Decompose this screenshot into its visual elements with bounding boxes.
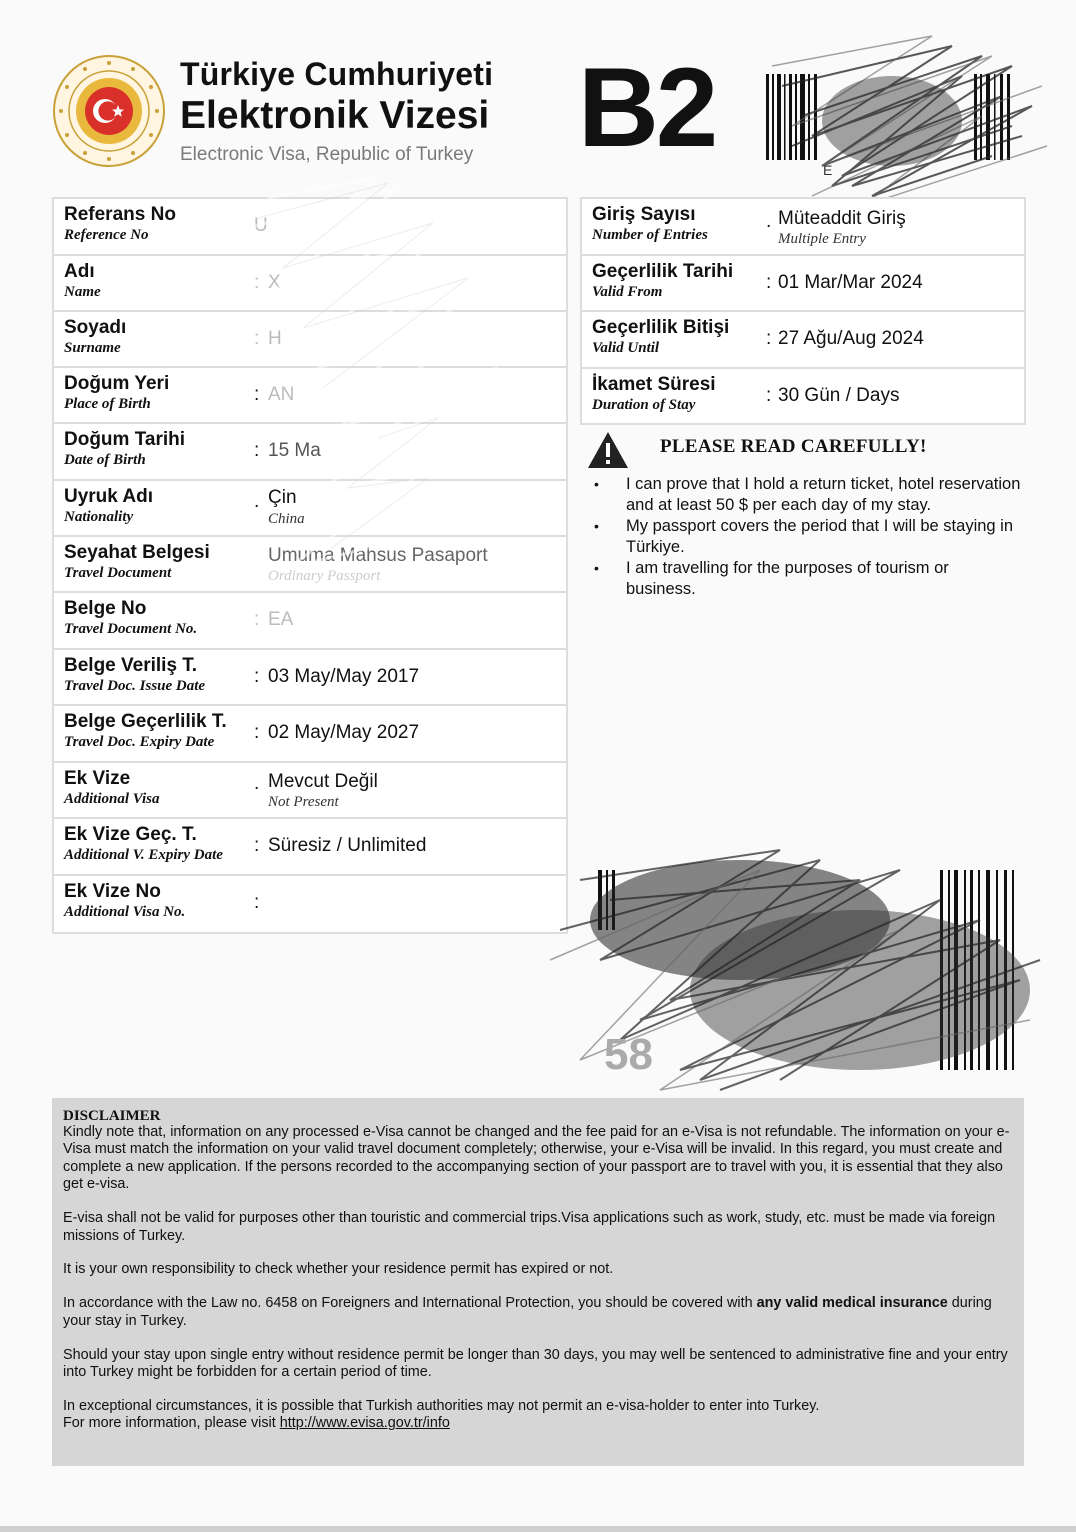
label-tr: İkamet Süresi	[592, 374, 716, 395]
row-expiry-date: Belge Geçerlilik T. Travel Doc. Expiry Date : 02 May/May 2027	[54, 706, 566, 763]
label-en: Valid Until	[592, 340, 660, 356]
notice-title: PLEASE READ CAREFULLY!	[660, 436, 927, 457]
value: 15 Ma	[268, 440, 321, 461]
label-tr: Uyruk Adı	[64, 486, 154, 507]
row-additional-visa-no: Ek Vize No Additional Visa No. :	[64, 881, 260, 920]
evisa-info-link[interactable]: http://www.evisa.gov.tr/info	[279, 1415, 450, 1432]
value-en: Ordinary Passport	[268, 568, 381, 584]
label-en: Name	[64, 284, 101, 300]
value: 30 Gün / Days	[778, 385, 900, 406]
label-en: Number of Entries	[592, 227, 708, 243]
notice-list	[594, 474, 1022, 600]
subtitle: Electronic Visa, Republic of Turkey	[180, 144, 474, 165]
insurance-emphasis: any valid medical insurance	[756, 1295, 948, 1312]
label-tr: Giriş Sayısı	[592, 204, 696, 225]
value-en: China	[268, 511, 305, 527]
label-en: Date of Birth	[64, 452, 146, 468]
row-issue-date: Belge Veriliş T. Travel Doc. Issue Date : 03 May/May 2017	[54, 650, 566, 706]
value: Mevcut Değil	[268, 771, 378, 792]
label-tr: Ek Vize Geç. T.	[64, 824, 197, 845]
visa-type-code: B2	[578, 45, 716, 170]
visa-validity-table	[580, 197, 1026, 425]
label-en: Surname	[64, 340, 121, 356]
row-surname: Soyadı Surname : H	[54, 312, 566, 368]
row-travel-document-no: Belge No Travel Document No. : EA	[54, 593, 566, 650]
barcode-bottom-text: 58	[604, 1030, 653, 1079]
label-tr: Geçerlilik Bitişi	[592, 317, 730, 338]
label-en: Travel Doc. Expiry Date	[64, 734, 215, 750]
label-tr: Referans No	[64, 204, 176, 225]
row-name: Adı Name : X	[54, 256, 566, 312]
label-tr: Soyadı	[64, 317, 127, 338]
value: Umuma Mahsus Pasaport	[268, 545, 488, 566]
value: 27 Ağu/Aug 2024	[778, 328, 924, 349]
disclaimer-paragraph-insurance: In accordance with the Law no. 6458 on Foreigners and International Protection, you should be covered with any valid medical insurance during your stay in Turkey.	[63, 1295, 992, 1329]
redaction-smudge-left	[228, 168, 518, 628]
page-bottom-edge	[0, 1526, 1076, 1532]
disclaimer-paragraph: It is your own responsibility to check whether your residence permit has expired or not.	[63, 1261, 614, 1278]
notice-item: • I am travelling for the purposes of tourism or business.	[594, 558, 1022, 600]
value: 01 Mar/Mar 2024	[778, 272, 923, 293]
label-tr: Geçerlilik Tarihi	[592, 261, 734, 282]
value: Süresiz / Unlimited	[268, 835, 427, 856]
notice-item: • My passport covers the period that I will be staying in Türkiye.	[594, 516, 1022, 558]
label-en: Additional V. Expiry Date	[64, 847, 223, 863]
label-en: Place of Birth	[64, 396, 151, 412]
label-en: Additional Visa	[64, 791, 160, 807]
disclaimer-paragraph: In exceptional circumstances, it is possible that Turkish authorities may not permit an e-visa-holder to enter into Turkey.	[63, 1397, 820, 1414]
value: EA	[268, 609, 294, 630]
row-duration-of-stay: İkamet Süresi Duration of Stay : 30 Gün / Days	[592, 374, 900, 413]
title-line-1: Türkiye Cumhuriyeti	[180, 56, 494, 92]
value: Müteaddit Giriş	[778, 208, 906, 229]
label-en: Valid From	[592, 284, 663, 300]
label-en: Nationality	[64, 509, 134, 525]
label-en: Reference No	[64, 227, 149, 243]
row-additional-visa-expiry: Ek Vize Geç. T. Additional V. Expiry Date : Süresiz / Unlimited	[54, 819, 566, 876]
label-tr: Doğum Yeri	[64, 373, 170, 394]
value-en: Multiple Entry	[778, 231, 866, 247]
redaction-scribble-bottom	[520, 840, 1056, 1100]
value: H	[268, 328, 282, 349]
title-line-2: Elektronik Vizesi	[180, 94, 490, 137]
notice-item: • I can prove that I hold a return ticket, hotel reservation and at least 50 $ per each day of my stay.	[594, 474, 1022, 516]
label-tr: Belge Veriliş T.	[64, 655, 198, 676]
label-en: Additional Visa No.	[64, 904, 186, 920]
value: Çin	[268, 487, 297, 508]
row-additional-visa: Ek Vize Additional Visa . Mevcut Değil Not Present	[54, 763, 566, 819]
disclaimer-more-info: For more information, please visit http://www.evisa.gov.tr/info	[63, 1415, 450, 1432]
disclaimer-paragraph: Kindly note that, information on any processed e-Visa cannot be changed and the fee paid for an e-Visa is not refundable. The information on your e-Visa must match the information on your valid travel document completely; otherwise, your e-Visa will be invalid. In this regard, you must create and complete a new application. If the persons recorded to the accompanying section of your passport are to travel with you, it is essential that they also get e-visa.	[63, 1124, 1010, 1193]
value: U	[254, 215, 268, 236]
value: X	[268, 272, 281, 293]
label-en: Travel Document	[64, 565, 172, 581]
label-en: Duration of Stay	[592, 397, 696, 413]
ministry-seal	[52, 54, 166, 168]
label-tr: Adı	[64, 261, 95, 282]
row-place-of-birth: Doğum Yeri Place of Birth : AN	[54, 368, 566, 424]
barcode-top-text: E	[823, 162, 833, 178]
value: 03 May/May 2017	[268, 666, 420, 687]
label-en: Travel Doc. Issue Date	[64, 678, 206, 694]
label-tr: Ek Vize	[64, 768, 131, 789]
label-en: Travel Document No.	[64, 621, 198, 637]
warning-icon	[586, 430, 630, 470]
row-valid-until: Geçerlilik Bitişi Valid Until : 27 Ağu/Aug 2024	[582, 312, 1024, 369]
disclaimer-paragraph: Should your stay upon single entry without residence permit be longer than 30 days, you may well be sentenced to administrative fine and your entry into Turkey might be forbidden for a certain period of time.	[63, 1346, 1008, 1381]
label-tr: Belge Geçerlilik T.	[64, 711, 227, 732]
row-date-of-birth: Doğum Tarihi Date of Birth : 15 Ma	[54, 424, 566, 481]
label-tr: Ek Vize No	[64, 881, 161, 902]
label-tr: Seyahat Belgesi	[64, 542, 210, 563]
label-tr: Doğum Tarihi	[64, 429, 186, 450]
disclaimer-paragraph: E-visa shall not be valid for purposes other than touristic and commercial trips.Visa applications such as work, study, etc. must be made via foreign missions of Turkey.	[63, 1210, 996, 1244]
row-number-of-entries: Giriş Sayısı Number of Entries . Müteaddit Giriş Multiple Entry	[582, 199, 1024, 256]
redaction-scribble-top	[752, 26, 1052, 216]
disclaimer-title: DISCLAIMER	[63, 1108, 161, 1124]
disclaimer-box	[52, 1098, 1024, 1466]
value-en: Not Present	[268, 794, 339, 810]
label-tr: Belge No	[64, 598, 147, 619]
value: AN	[268, 384, 295, 405]
value: 02 May/May 2027	[268, 722, 420, 743]
row-nationality: Uyruk Adı Nationality . Çin China	[54, 481, 566, 537]
row-valid-from: Geçerlilik Tarihi Valid From : 01 Mar/Mar 2024	[582, 256, 1024, 312]
